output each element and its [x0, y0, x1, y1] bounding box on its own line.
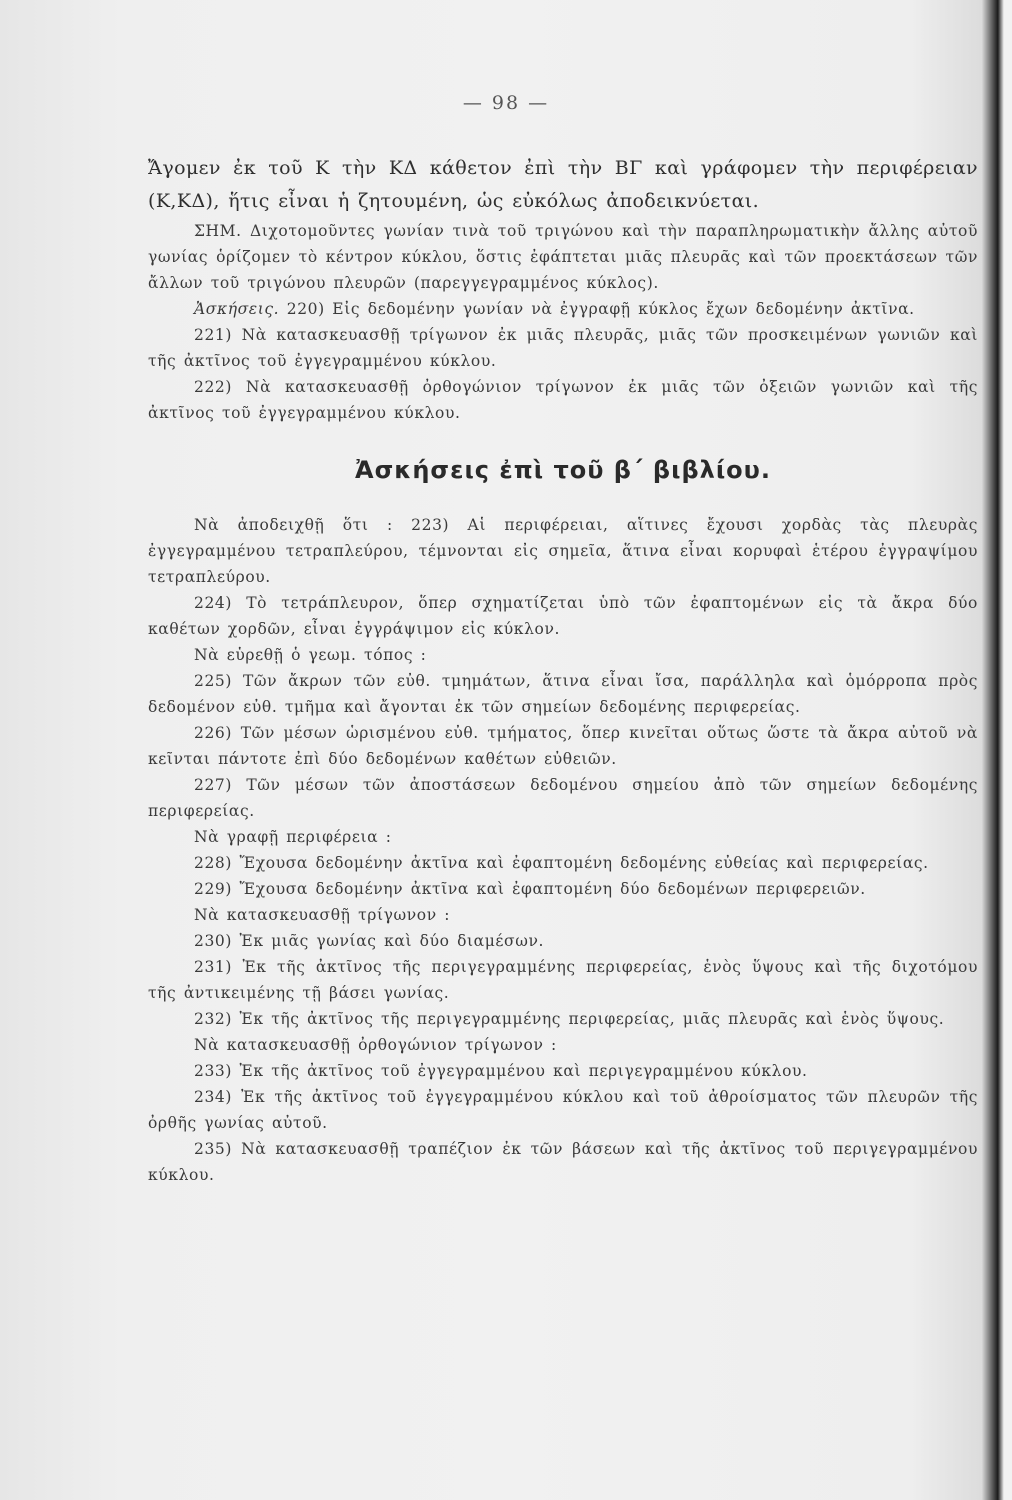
lead-locus: Νὰ εὑρεθῇ ὁ γεωμ. τόπος : [194, 646, 427, 664]
exercise-220 [148, 296, 978, 322]
note-text: Διχοτομοῦντες γωνίαν τινὰ τοῦ τριγώνου καὶ τὴν παραπληρωματικὴν ἄλλης αὐτοῦ γωνίας ὁρίζομεν τὸ κέντρον κύκλου, ὅστις ἐφάπτεται μιᾶς πλευρᾶς καὶ τῶν προεκτάσεων τῶν ἄλλων τοῦ τριγώνου πλευρῶν (παρεγγεγραμμένος κύκλος). [148, 222, 978, 292]
exercise-225: 225) Τῶν ἄκρων τῶν εὐθ. τμημάτων, ἅτινα εἶναι ἴσα, παράλληλα καὶ ὁμόρροπα πρὸς δεδομένον εὐθ. τμῆμα καὶ ἄγονται ἐκ τῶν σημείων δεδομένης περιφερείας. [148, 672, 978, 716]
exercise-226: 226) Τῶν μέσων ὡρισμένου εὐθ. τμήματος, ὅπερ κινεῖται οὕτως ὥστε τὰ ἄκρα αὐτοῦ νὰ κεῖνται πάντοτε ἐπὶ δύο δεδομένων καθέτων εὐθειῶν. [148, 724, 978, 768]
exercises-label: Ἀσκήσεις. [194, 300, 280, 318]
lead-triangle: Νὰ κατασκευασθῇ τρίγωνον : [194, 906, 451, 924]
exercise-228: 228) Ἔχουσα δεδομένην ἀκτῖνα καὶ ἐφαπτομένη δεδομένης εὐθείας καὶ περιφερείας. [194, 854, 929, 872]
exercise-223-text: 223) Αἱ περιφέρειαι, αἵτινες ἔχουσι χορδὰς τὰς πλευρὰς ἐγγεγραμμένου τετραπλεύρου, τέμνονται εἰς σημεῖα, ἅτινα εἶναι κορυφαὶ ἑτέρου ἐγγραψίμου τετραπλεύρου. [148, 516, 978, 586]
section-heading: Ἀσκήσεις ἐπὶ τοῦ β΄ βιβλίου. [355, 456, 771, 484]
exercise-232: 232) Ἐκ τῆς ἀκτῖνος τῆς περιγεγραμμένης περιφερείας, μιᾶς πλευρᾶς καὶ ἑνὸς ὕψους. [194, 1010, 945, 1028]
exercise-229: 229) Ἔχουσα δεδομένην ἀκτῖνα καὶ ἐφαπτομένη δύο δεδομένων περιφερειῶν. [194, 880, 866, 898]
exercise-223 [148, 512, 978, 590]
exercise-230: 230) Ἐκ μιᾶς γωνίας καὶ δύο διαμέσων. [194, 932, 545, 950]
intro-paragraph: Ἄγομεν ἐκ τοῦ Κ τὴν ΚΔ κάθετον ἐπὶ τὴν ΒΓ καὶ γράφομεν τὴν περιφέρειαν (Κ,ΚΔ), ἥτις εἶναι ἡ ζητουμένη, ὡς εὐκόλως ἀποδεικνύεται. [148, 157, 978, 212]
exercise-233: 233) Ἐκ τῆς ἀκτῖνος τοῦ ἐγγεγραμμένου καὶ περιγεγραμμένου κύκλου. [194, 1062, 808, 1080]
exercise-234: 234) Ἐκ τῆς ἀκτῖνος τοῦ ἐγγεγραμμένου κύκλου καὶ τοῦ ἀθροίσματος τῶν πλευρῶν τῆς ὀρθῆς γωνίας αὐτοῦ. [148, 1088, 978, 1132]
exercise-235: 235) Νὰ κατασκευασθῇ τραπέζιον ἐκ τῶν βάσεων καὶ τῆς ἀκτῖνος τοῦ περιγεγραμμένου κύκλου. [148, 1140, 978, 1184]
note-label: ΣΗΜ. [194, 222, 242, 240]
lead-prove: Νὰ ἀποδειχθῇ ὅτι : [194, 516, 393, 534]
exercise-224: 224) Τὸ τετράπλευρον, ὅπερ σχηματίζεται ὑπὸ τῶν ἐφαπτομένων εἰς τὰ ἄκρα δύο καθέτων χορδῶν, εἶναι ἐγγράψιμον εἰς κύκλον. [148, 594, 978, 638]
page-number: — 98 — [462, 92, 550, 114]
exercise-220-text: 220) Εἰς δεδομένην γωνίαν νὰ ἐγγραφῇ κύκλος ἔχων δεδομένην ἀκτῖνα. [286, 300, 915, 318]
page-text [148, 152, 978, 1188]
exercise-222: 222) Νὰ κατασκευασθῇ ὀρθογώνιον τρίγωνον ἐκ μιᾶς τῶν ὀξειῶν γωνιῶν καὶ τῆς ἀκτῖνος τοῦ ἐγγεγραμμένου κύκλου. [148, 378, 978, 422]
lead-right-triangle: Νὰ κατασκευασθῇ ὀρθογώνιον τρίγωνον : [194, 1036, 557, 1054]
lead-circle: Νὰ γραφῇ περιφέρεια : [194, 828, 392, 846]
exercise-227: 227) Τῶν μέσων τῶν ἀποστάσεων δεδομένου σημείου ἀπὸ τῶν σημείων δεδομένης περιφερείας. [148, 776, 978, 820]
note-paragraph [148, 218, 978, 296]
exercise-231: 231) Ἐκ τῆς ἀκτῖνος τῆς περιγεγραμμένης περιφερείας, ἑνὸς ὕψους καὶ τῆς διχοτόμου τῆς ἀντικειμένης τῇ βάσει γωνίας. [148, 958, 978, 1002]
exercise-221: 221) Νὰ κατασκευασθῇ τρίγωνον ἐκ μιᾶς πλευρᾶς, μιᾶς τῶν προσκειμένων γωνιῶν καὶ τῆς ἀκτῖνος τοῦ ἐγγεγραμμένου κύκλου. [148, 326, 978, 370]
